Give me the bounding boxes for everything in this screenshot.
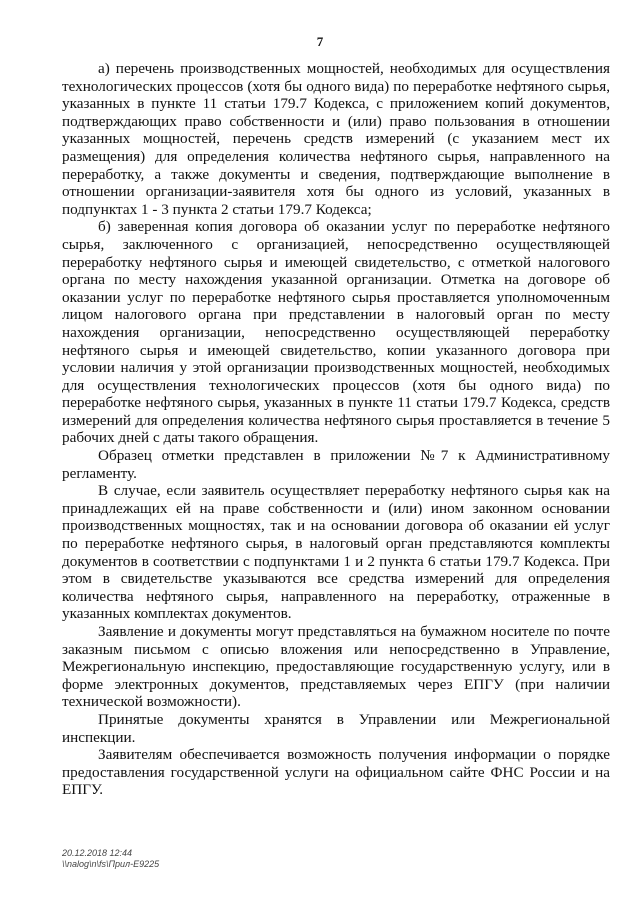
paragraph-information-access: Заявителям обеспечивается возможность получения информации о порядке предоставления государственной услуги на официальном сайте ФНС России и на ЕПГУ. [62,746,610,799]
paragraph-both-bases: В случае, если заявитель осуществляет переработку нефтяного сырья как на принадлежащих ей на праве собственности и (или) ином законном основании производственных мощностях, так и на основании договора об оказании ей услуг по переработке нефтяного сырья, в налоговый орган представляются комплекты документов в соответствии с подпунктами 1 и 2 пункта 6 статьи 179.7 Кодекса. При этом в свидетельстве указываются все средства измерений для определения количества нефтяного сырья, направленного на переработку, отраженные в указанных комплектах документов. [62,482,610,623]
footer [62,848,159,870]
paragraph-submission-methods: Заявление и документы могут представляться на бумажном носителе по почте заказным письмом с описью вложения или непосредственно в Управление, Межрегиональную инспекцию, предоставляющие государственную услугу, или в форме электронных документов, представляемых через ЕПГУ (при наличии технической возможности). [62,623,610,711]
page-number: 7 [316,34,324,49]
paragraph-sample-mark: Образец отметки представлен в приложении №7 к Административному регламенту. [62,447,610,482]
footer-timestamp: 20.12.2018 12:44 [62,848,133,858]
paragraph-document-storage: Принятые документы хранятся в Управлении или Межрегиональной инспекции. [62,710,610,746]
footer-file-path: \\nalog\n\fs\Прил-Е9225 [62,859,160,869]
paragraph-subitem-b: б) заверенная копия договора об оказании услуг по переработке нефтяного сырья, заключенного с организацией, непосредственно осуществляющей переработку нефтяного сырья и имеющей свидетельство, с отметкой налогового органа по месту нахождения указанной организации. Отметка на договоре об оказании услуг по переработке нефтяного сырья проставляется уполномоченным лицом налогового органа при представлении в налоговый орган по месту нахождения организации, непосредственно осуществляющей переработку нефтяного сырья и имеющей свидетельство, копии указанного договора при условии наличия у этой организации производственных мощностей, необходимых для осуществления технологических процессов (хотя бы одного вида) по переработке нефтяного сырья, указанных в пункте 11 статьи 179.7 Кодекса, средств измерений для определения количества нефтяного сырья проставляется в течение 5 рабочих дней с даты такого обращения. [62,218,610,447]
document-body [62,60,610,799]
paragraph-subitem-a: а) перечень производственных мощностей, необходимых для осуществления технологических процессов (хотя бы одного вида) по переработке нефтяного сырья, указанных в пункте 11 статьи 179.7 Кодекса, с приложением копий документов, подтверждающих право собственности и (или) право пользования в отношении указанных мощностей, перечень средств измерений (с указанием мест их размещения) для определения количества нефтяного сырья, направленного на переработку, а также документы и сведения, подтверждающие выполнение в отношении организации-заявителя хотя бы одного из условий, указанных в подпунктах 1 - 3 пункта 2 статьи 179.7 Кодекса; [62,60,610,218]
